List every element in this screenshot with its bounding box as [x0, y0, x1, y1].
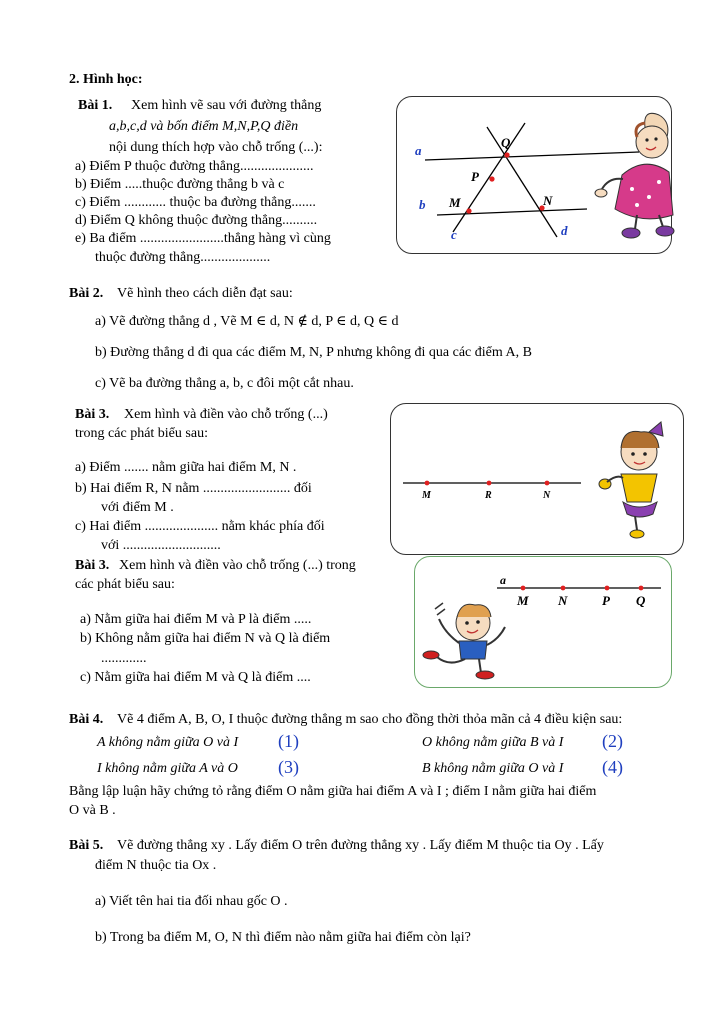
- bai3b-line2: các phát biểu sau:: [75, 577, 175, 592]
- bai2-label: Bài 2.: [69, 286, 104, 301]
- label-m: M: [422, 490, 431, 501]
- label-q: Q: [501, 135, 511, 150]
- bai4-number-3: (3): [278, 757, 299, 777]
- point-r: [487, 481, 492, 486]
- point-p: [605, 586, 610, 591]
- label-n: N: [543, 490, 551, 501]
- bai3a-item-c2: với ............................: [101, 538, 221, 553]
- bai3b-label: Bài 3.: [75, 558, 110, 573]
- bai1-item-e: e) Ba điểm ........................thẳng hàng vì cùng: [75, 231, 331, 246]
- label-n: N: [543, 193, 553, 208]
- bai1-figure: [397, 97, 671, 253]
- point-m: [425, 481, 430, 486]
- bai4-number-2: (2): [602, 731, 623, 751]
- bai4-intro: Vẽ 4 điểm A, B, O, I thuộc đường thẳng m sao cho đồng thời thỏa mãn cả 4 điều kiện sau:: [117, 712, 623, 727]
- bai1-item-e-cont: thuộc đường thẳng....................: [95, 250, 271, 265]
- bai2-part-b: b) Đường thẳng d đi qua các điểm M, N, P nhưng không đi qua các điểm A, B: [95, 345, 532, 360]
- label-a: a: [500, 573, 506, 587]
- label-n: N: [558, 593, 568, 608]
- bai3a-figure-frame: [390, 403, 684, 555]
- bai3a-figure: [391, 404, 683, 554]
- bai4-conclusion-1: Bằng lập luận hãy chứng tỏ rằng điểm O nằm giữa hai điểm A và I ; điểm I nằm giữa hai điểm: [69, 784, 597, 799]
- label-q: Q: [636, 593, 646, 608]
- bai3a-line2: trong các phát biểu sau:: [75, 426, 208, 441]
- bai2-part-c: c) Vẽ ba đường thẳng a, b, c đôi một cắt nhau.: [95, 376, 354, 391]
- bai1-item-d: d) Điểm Q không thuộc đường thẳng..........: [75, 213, 318, 228]
- bai1-item-a: a) Điểm P thuộc đường thẳng.....................: [75, 159, 314, 174]
- bai3b-line1: Xem hình và điền vào chỗ trống (...) trong: [119, 558, 356, 573]
- bai5-part-b: b) Trong ba điểm M, O, N thì điểm nào nằm giữa hai điểm còn lại?: [95, 930, 471, 945]
- label-p: P: [471, 169, 479, 184]
- bai4-number-1: (1): [278, 731, 299, 751]
- bai1-line1: Xem hình vẽ sau với đường thẳng: [131, 98, 322, 113]
- bai3b-item-b2: .............: [101, 651, 147, 666]
- bai3a-label: Bài 3.: [75, 407, 110, 422]
- label-b: b: [419, 197, 426, 212]
- label-p: P: [602, 593, 610, 608]
- bai5-part-a: a) Viết tên hai tia đối nhau gốc O .: [95, 894, 288, 909]
- bai4-condition-1: A không nằm giữa O và I: [97, 735, 239, 750]
- boy-illustration: [423, 603, 505, 679]
- bai3b-figure-frame: [414, 556, 672, 688]
- bai3b-item-b1: b) Không nằm giữa hai điểm N và Q là điểm: [80, 631, 331, 646]
- point-m: [521, 586, 526, 591]
- bai1-label: Bài 1.: [78, 98, 113, 113]
- bai3a-item-b1: b) Hai điểm R, N nằm ......................... đối: [75, 481, 312, 496]
- point-n: [561, 586, 566, 591]
- bai5-line1: Vẽ đường thẳng xy . Lấy điểm O trên đường thẳng xy . Lấy điểm M thuộc tia Oy . Lấy: [117, 838, 604, 853]
- point-m: [466, 208, 471, 213]
- label-a: a: [415, 143, 422, 158]
- bai2-part-a: a) Vẽ đường thẳng d , Vẽ M ∈ d, N ∉ d, P ∈ d, Q ∈ d: [95, 314, 399, 329]
- bai4-conclusion-2: O và B .: [69, 803, 116, 818]
- bai3a-item-b2: với điểm M .: [101, 500, 174, 515]
- bai4-condition-3: I không nằm giữa A và O: [97, 761, 238, 776]
- bai5-line2: điểm N thuộc tia Ox .: [95, 858, 217, 873]
- label-m: M: [517, 593, 529, 608]
- point-p: [489, 176, 494, 181]
- bai4-condition-2: O không nằm giữa B và I: [422, 735, 564, 750]
- bai4-label: Bài 4.: [69, 712, 104, 727]
- point-q: [504, 152, 509, 157]
- bai1-item-b: b) Điểm .....thuộc đường thẳng b và c: [75, 177, 285, 192]
- bai1-figure-frame: [396, 96, 672, 254]
- bai1-item-c: c) Điểm ............ thuộc ba đường thẳng.......: [75, 195, 316, 210]
- bai4-number-4: (4): [602, 757, 623, 777]
- girl-illustration: [595, 113, 674, 238]
- label-m: M: [449, 195, 461, 210]
- bai2-title: Vẽ hình theo cách diễn đạt sau:: [117, 286, 293, 301]
- bai4-condition-4: B không nằm giữa O và I: [422, 761, 564, 776]
- bai5-label: Bài 5.: [69, 838, 104, 853]
- bai3a-line1: Xem hình và điền vào chỗ trống (...): [124, 407, 328, 422]
- bai3a-item-a: a) Điểm ....... nằm giữa hai điểm M, N .: [75, 460, 297, 475]
- label-d: d: [561, 223, 568, 238]
- label-c: c: [451, 227, 457, 242]
- girl-illustration: [599, 422, 663, 538]
- bai3b-item-c: c) Nằm giữa hai điểm M và Q là điểm ....: [80, 670, 311, 685]
- bai3a-item-c1: c) Hai điểm ..................... nằm khác phía đối: [75, 519, 325, 534]
- point-n: [545, 481, 550, 486]
- label-r: R: [485, 490, 492, 501]
- bai3b-item-a: a) Nằm giữa hai điểm M và P là điểm .....: [80, 612, 312, 627]
- bai1-line2: a,b,c,d và bốn điểm M,N,P,Q điền: [109, 119, 299, 134]
- point-q: [639, 586, 644, 591]
- section-title: 2. Hình học:: [69, 72, 143, 87]
- bai3b-figure: [415, 557, 671, 687]
- bai1-line3: nội dung thích hợp vào chỗ trống (...):: [109, 140, 323, 155]
